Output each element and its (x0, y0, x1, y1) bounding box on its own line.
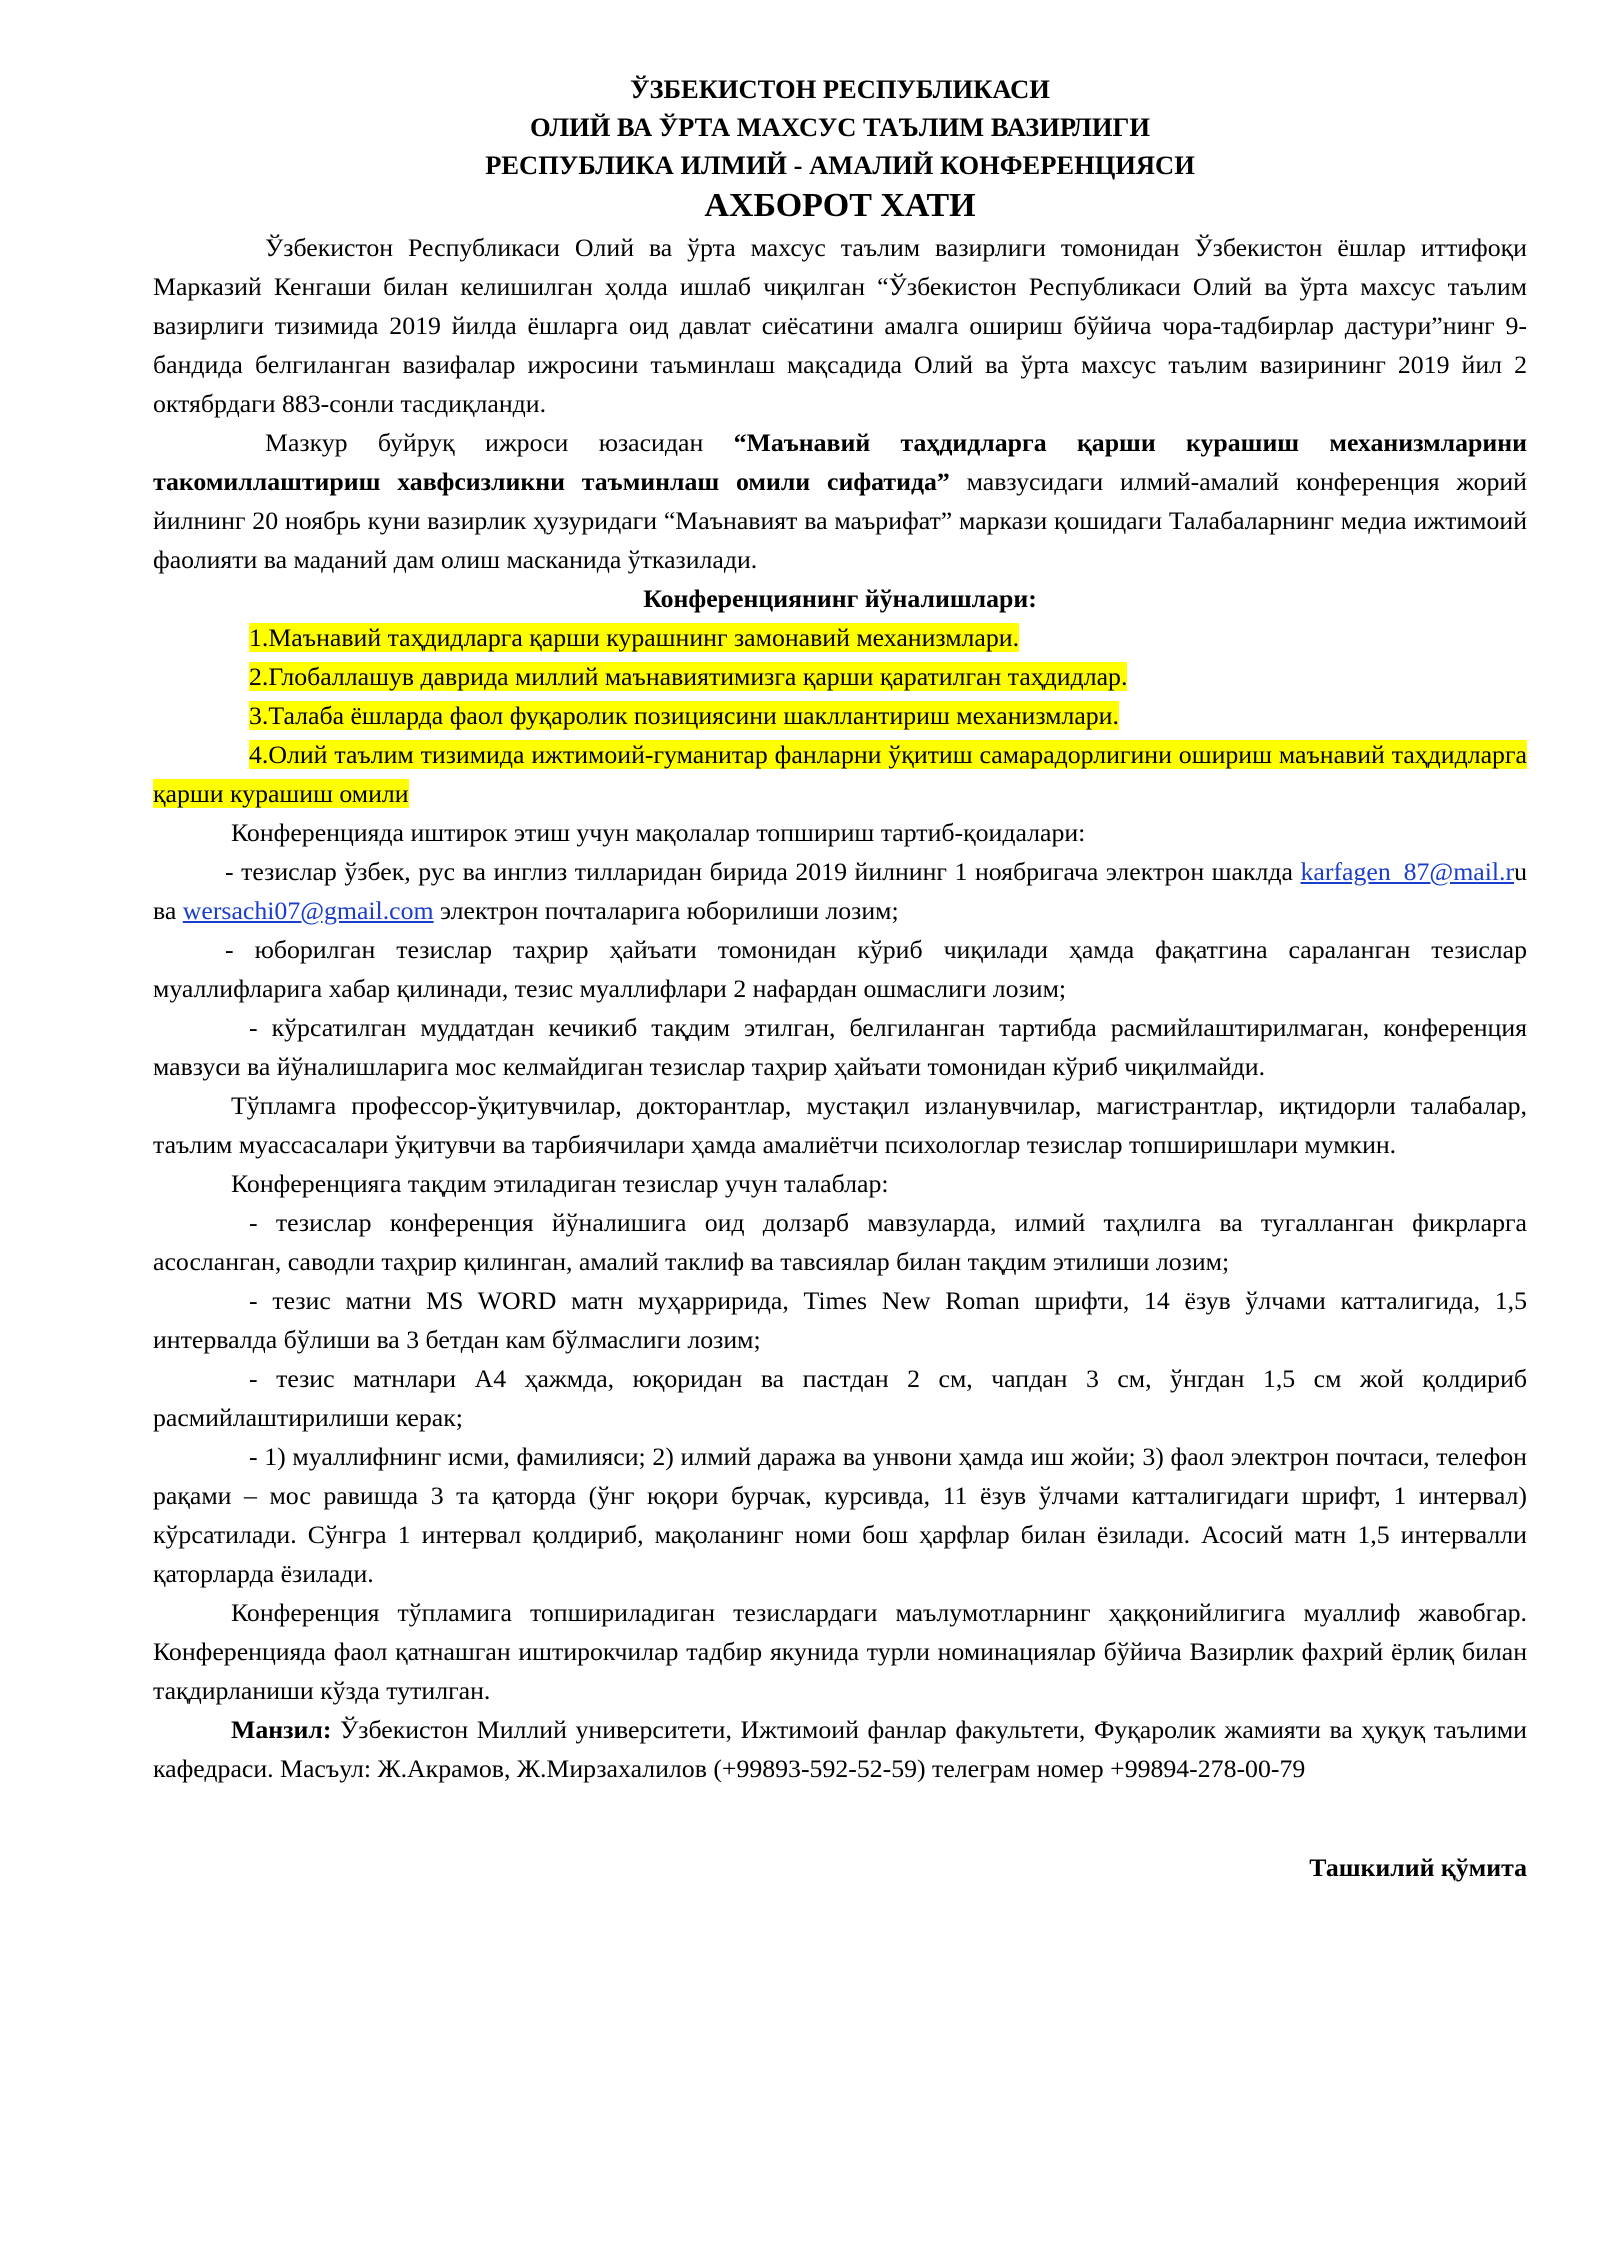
rule-item-1-after: электрон почталарига юборилиши лозим; (433, 896, 899, 925)
document-page (153, 70, 1527, 1887)
responsibility-paragraph: Конференция тўпламига топшириладиган тезислардаги маълумотларнинг ҳаққонийлигига муаллиф жавобгар. Конференцияда фаол қатнашган иштирокчилар тадбир якунида турли номинациялар бўйича Вазирлик фахрий ёрлиқ билан тақдирланиши кўзда тутилган. (153, 1598, 1527, 1705)
address-label: Манзил: (231, 1715, 332, 1744)
direction-item-1-text: 1.Маънавий таҳдидларга қарши курашнинг замонавий механизмлари. (249, 623, 1020, 652)
email-link-1[interactable]: karfagen_87@mail.r (1300, 857, 1515, 886)
direction-item-2 (153, 657, 1527, 696)
direction-item-4 (153, 735, 1527, 813)
header-country: ЎЗБЕКИСТОН РЕСПУБЛИКАСИ (630, 74, 1050, 104)
requirement-item-2: - тезис матни MS WORD матн муҳарририда, Times New Roman шрифти, 14 ёзув ўлчами катталигида, 1,5 интервалда бўлиши ва 3 бетдан кам бўлмаслиги лозим; (153, 1286, 1527, 1354)
directions-heading: Конференциянинг йўналишлари: (643, 584, 1037, 613)
conference-theme: “Маънавий таҳдидларга қарши курашиш механизмларини такомиллаштириш хавфсизликни таъминлаш омили сифатида” (153, 428, 1527, 496)
requirement-item-1: - тезислар конференция йўналишига оид долзарб мавзуларда, илмий таҳлилга ва тугалланган фикрларга асосланган, саводли таҳрир қилинган, амалий таклиф ва тавсиялар билан тақдим этилиши лозим; (153, 1208, 1527, 1276)
rule-item-1-and: ва (153, 896, 183, 925)
rule-item-3: - кўрсатилган муддатдан кечикиб тақдим этилган, белгиланган тартибда расмийлаштирилмаган, конференция мавзуси ва йўналишларига мос келмайдиган тезислар таҳрир ҳайъати томонидан кўриб чиқилмайди. (153, 1013, 1527, 1081)
signature: Ташкилий қўмита (1309, 1853, 1527, 1882)
header-ministry: ОЛИЙ ВА ЎРТА МАХСУС ТАЪЛИМ ВАЗИРЛИГИ (530, 112, 1150, 142)
address-text: Ўзбекистон Миллий университети, Ижтимоий фанлар факультети, Фуқаролик жамияти ва ҳуқуқ таълими кафедраси. Масъул: Ж.Акрамов, Ж.Мирзахалилов (+99893-592-52-59) телеграм номер +99894-278-00-79 (153, 1715, 1527, 1783)
header-conference: РЕСПУБЛИКА ИЛМИЙ - АМАЛИЙ КОНФЕРЕНЦИЯСИ (485, 150, 1195, 180)
order-text-before: Мазкур буйруқ ижроси юзасидан (265, 428, 734, 457)
direction-item-2-text: 2.Глобаллашув даврида миллий маънавиятимизга қарши қаратилган таҳдидлар. (249, 662, 1128, 691)
rule-item-2: - юборилган тезислар таҳрир ҳайъати томонидан кўриб чиқилади ҳамда фақатгина сараланган тезислар муаллифларига хабар қилинади, тезис муаллифлари 2 нафардан ошмаслиги лозим; (153, 935, 1527, 1003)
direction-item-3-text: 3.Талаба ёшларда фаол фуқаролик позициясини шакллантириш механизмлари. (249, 701, 1119, 730)
email-link-2[interactable]: wersachi07@gmail.com (182, 896, 434, 925)
address-paragraph (153, 1710, 1527, 1788)
direction-item-4-text: 4.Олий таълим тизимида ижтимоий-гуманитар фанларни ўқитиш самарадорлигини ошириш маънавий таҳдидларга қарши курашиш омили (153, 740, 1527, 808)
requirement-item-3: - тезис матнлари А4 ҳажмда, юқоридан ва пастдан 2 см, чапдан 3 см, ўнгдан 1,5 см жой қолдириб расмийлаштирилиши керак; (153, 1364, 1527, 1432)
requirements-heading: Конференцияга тақдим этиладиган тезислар учун талаблар: (231, 1169, 889, 1198)
order-text-after: мавзусидаги илмий-амалий конференция жорий йилнинг 20 ноябрь куни вазирлик ҳузуридаги “Маънавият ва маърифат” маркази қошидаги Талабаларнинг медиа ижтимоий фаолияти ва маданий дам олиш масканида ўтказилади. (153, 467, 1527, 574)
rules-heading: Конференцияда иштирок этиш учун мақолалар топшириш тартиб-қоидалари: (231, 818, 1086, 847)
rule-item-1-text: - тезислар ўзбек, рус ва инглиз тилларидан бирида 2019 йилнинг 1 ноябригача электрон шаклда (225, 857, 1301, 886)
document-title: АХБОРОТ ХАТИ (704, 187, 976, 224)
email-1-tail: u (1514, 857, 1527, 886)
rule-item-1 (153, 852, 1527, 930)
intro-paragraph: Ўзбекистон Республикаси Олий ва ўрта махсус таълим вазирлиги томонидан Ўзбекистон ёшлар иттифоқи Марказий Кенгаши билан келишилган ҳолда ишлаб чиқилган “Ўзбекистон Республикаси Олий ва ўрта махсус таълим вазирлиги тизимида 2019 йилда ёшларга оид давлат сиёсатини амалга ошириш бўйича чора-тадбирлар дастури”нинг 9-бандида белгиланган вазифалар ижросини таъминлаш мақсадида Олий ва ўрта махсус таълим вазирининг 2019 йил 2 октябрдаги 883-сонли тасдиқланди. (153, 233, 1527, 418)
direction-item-3 (153, 696, 1527, 735)
order-paragraph (153, 423, 1527, 579)
direction-item-1 (153, 618, 1527, 657)
participants-paragraph: Тўпламга профессор-ўқитувчилар, докторантлар, мустақил изланувчилар, магистрантлар, иқтидорли талабалар, таълим муассасалари ўқитувчи ва тарбиячилари ҳамда амалиётчи психологлар тезислар топширишлари мумкин. (153, 1091, 1527, 1159)
requirement-item-4: - 1) муаллифнинг исми, фамилияси; 2) илмий даража ва унвони ҳамда иш жойи; 3) фаол электрон почтаси, телефон рақами – мос равишда 3 та қаторда (ўнг юқори бурчак, курсивда, 11 ёзув ўлчами катталигидаги шрифт, 1 интервал) кўрсатилади. Сўнгра 1 интервал қолдириб, мақоланинг номи бош ҳарфлар билан ёзилади. Асосий матн 1,5 интервалли қаторларда ёзилади. (153, 1442, 1527, 1588)
